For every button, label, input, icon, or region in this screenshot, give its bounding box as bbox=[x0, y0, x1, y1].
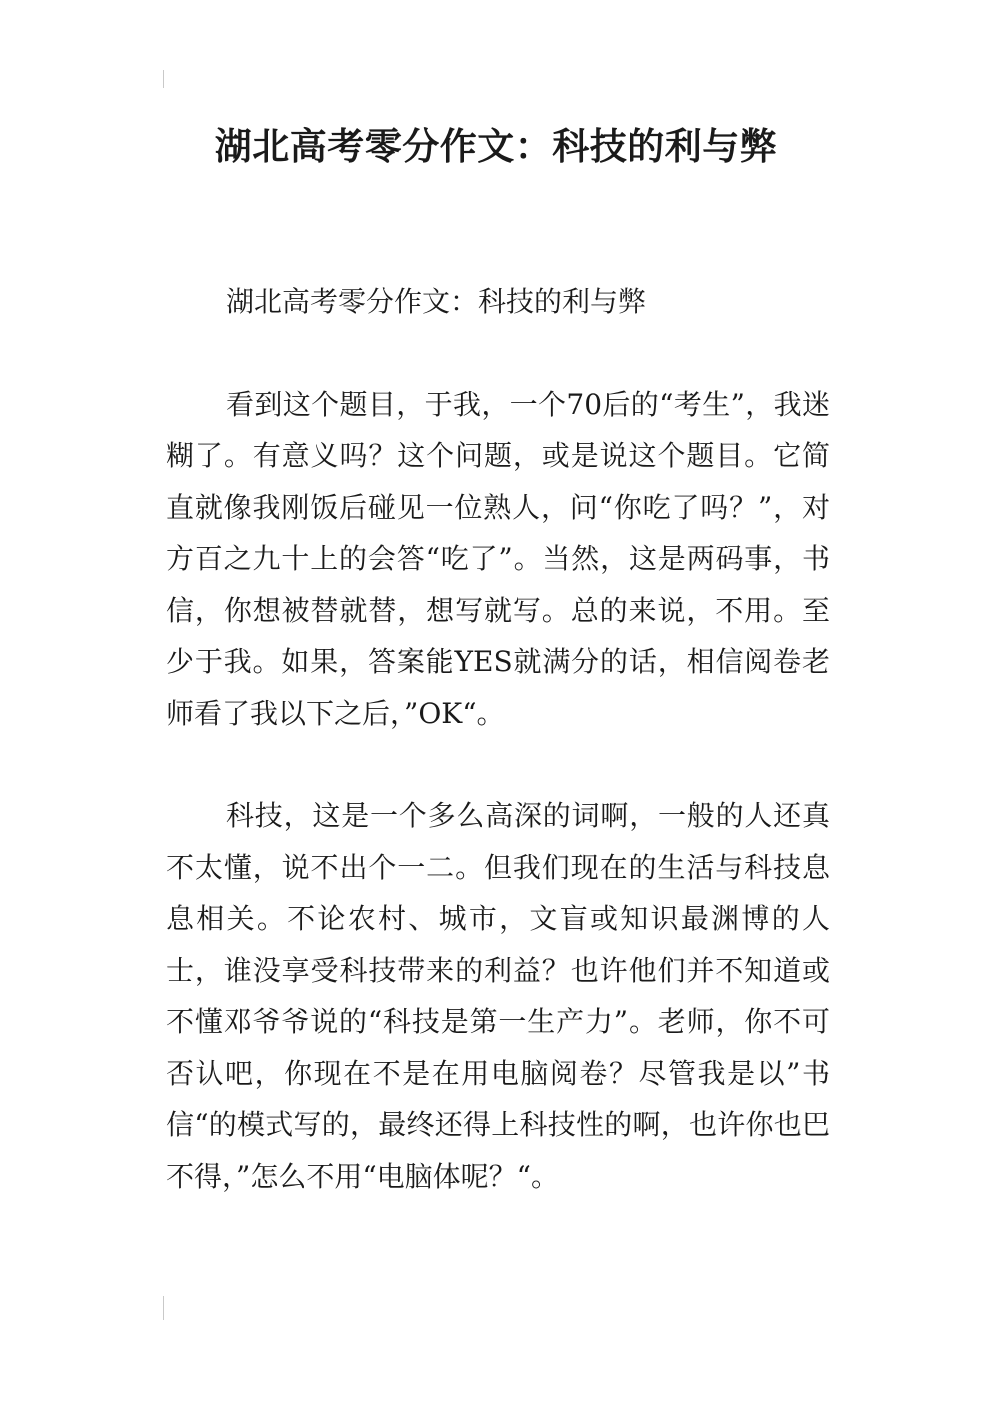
paragraph-2: 科技，这是一个多么高深的词啊，一般的人还真不太懂，说不出个一二。但我们现在的生活与科技息息相关。不论农村、城市，文盲或知识最渊博的人士，谁没享受科技带来的利益？也许他们并不知道或不懂邓爷爷说的“科技是第一生产力”。老师，你不可否认吧，你现在不是在用电脑阅卷？尽管我是以”书信“的模式写的，最终还得上科技性的啊，也许你也巴不得，”怎么不用“电脑体呢？“。 bbox=[166, 799, 830, 1193]
document-body bbox=[166, 276, 830, 1202]
page-corner-mark-bottom bbox=[163, 1296, 164, 1320]
page-corner-mark-top bbox=[163, 70, 164, 88]
document-title: 湖北高考零分作文：科技的利与弊 bbox=[214, 125, 778, 168]
paragraph-1: 看到这个题目，于我，一个70后的“考生”，我迷糊了。有意义吗？这个问题，或是说这个题目。它简直就像我刚饭后碰见一位熟人，问“你吃了吗？”，对方百之九十上的会答“吃了”。当然，这是两码事，书信，你想被替就替，想写就写。总的来说，不用。至少于我。如果，答案能YES就满分的话，相信阅卷老师看了我以下之后，”OK“。 bbox=[166, 387, 830, 730]
document-subtitle: 湖北高考零分作文：科技的利与弊 bbox=[226, 285, 647, 318]
